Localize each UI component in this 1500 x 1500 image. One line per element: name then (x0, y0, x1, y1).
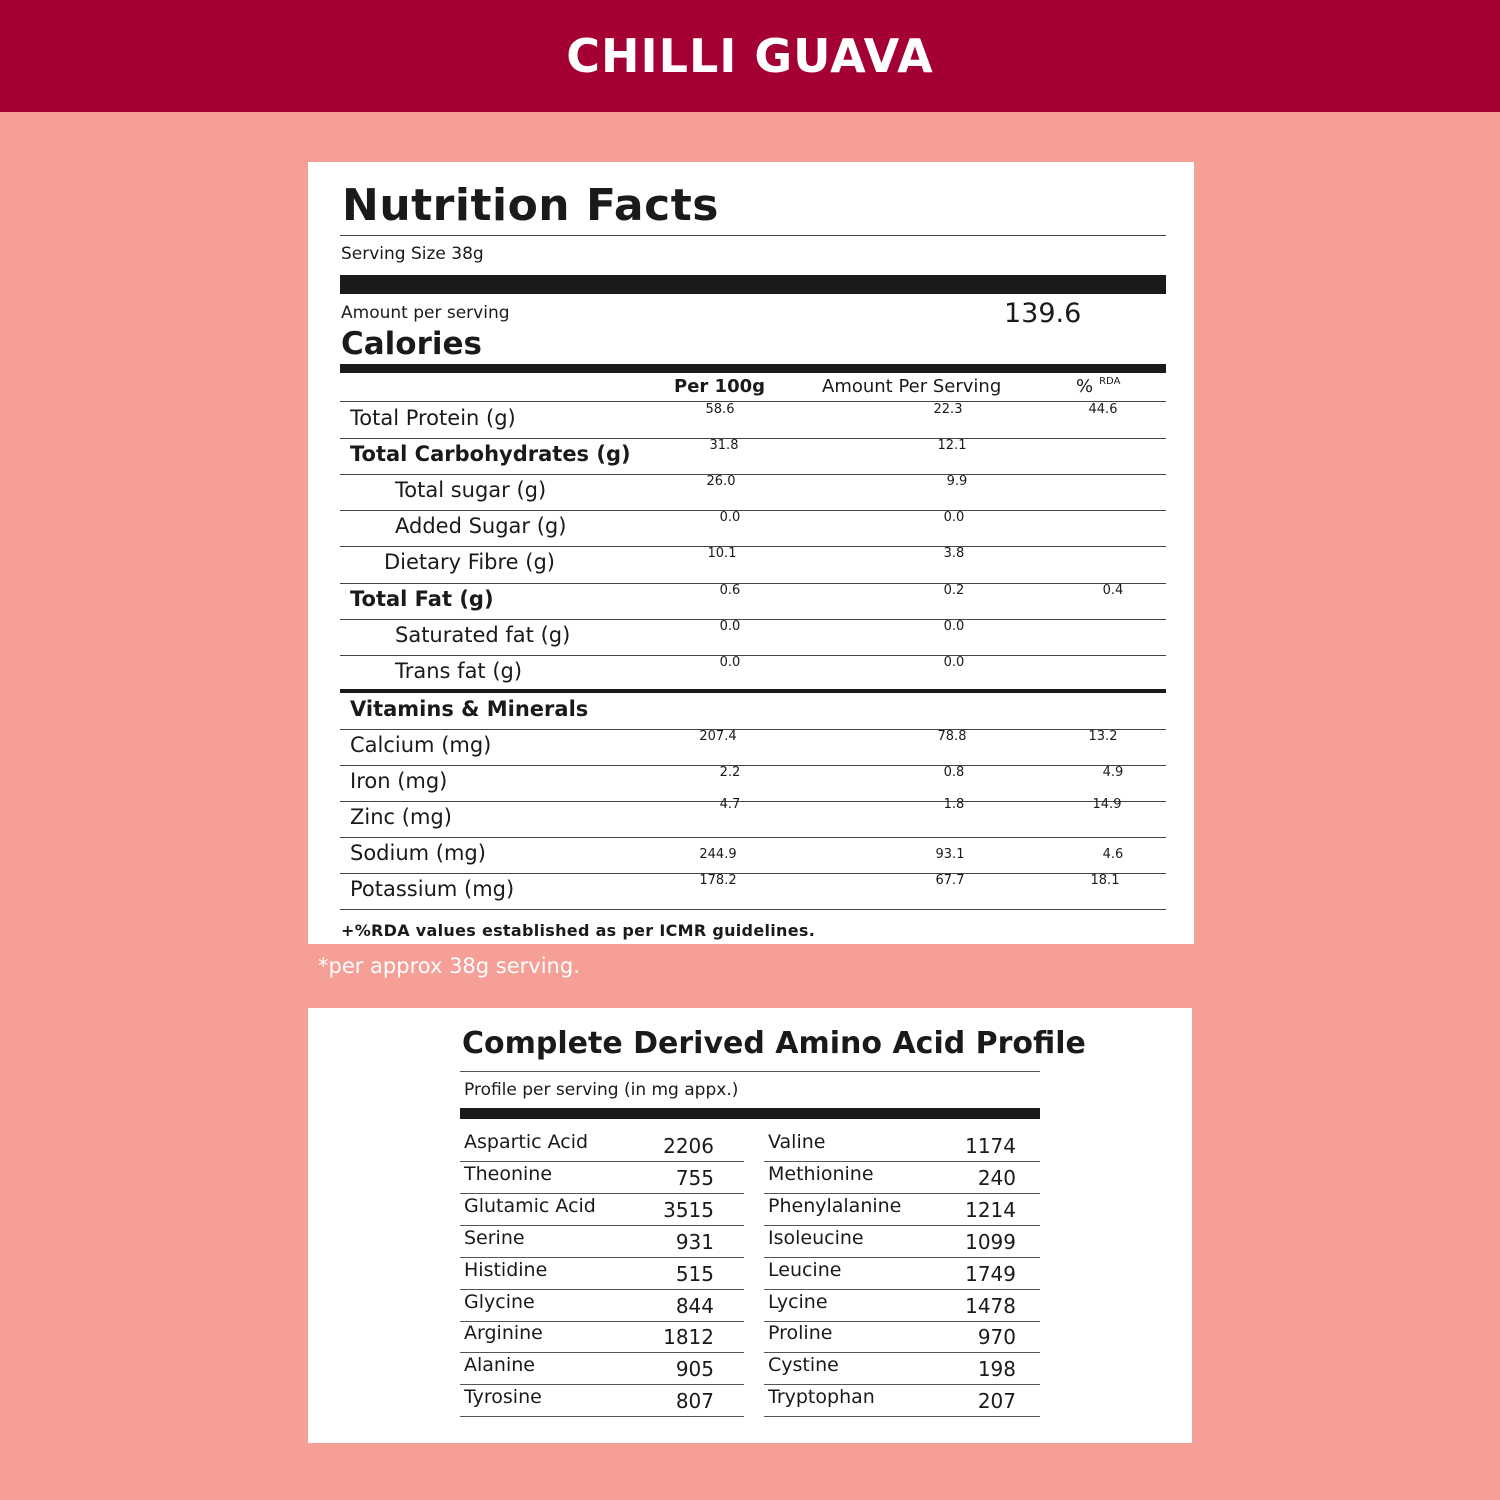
nutrient-label: Total Fat (g) (350, 586, 494, 611)
amino-name: Valine (768, 1131, 826, 1153)
amino-value: 3515 (663, 1197, 714, 1222)
amino-row (460, 1258, 1040, 1290)
amino-name: Lycine (768, 1290, 828, 1313)
nutrient-serving-value: 12.1 (937, 438, 967, 454)
amino-value: 905 (675, 1357, 714, 1382)
amino-name: Cystine (768, 1354, 839, 1377)
amino-value: 1099 (965, 1229, 1016, 1254)
amino-row (460, 1321, 1040, 1353)
rda-percent: % (1076, 376, 1094, 397)
nutrient-serving-value: 0.0 (943, 510, 965, 526)
nutrient-row (340, 655, 1166, 691)
column-header-rda (1076, 376, 1120, 397)
amino-value: 755 (675, 1165, 714, 1190)
rda-superscript: RDA (1099, 376, 1121, 387)
mineral-rda-value: 4.9 (1102, 764, 1124, 780)
mineral-serving-value: 78.8 (937, 728, 967, 744)
amino-name: Arginine (464, 1322, 543, 1345)
product-title: CHILLI GUAVA (566, 29, 934, 83)
amino-name: Tyrosine (464, 1386, 542, 1409)
nutrient-row (340, 402, 1166, 438)
amino-name: Serine (464, 1226, 525, 1249)
nutrient-label: Dietary Fibre (g) (384, 550, 555, 575)
nutrient-row (340, 619, 1166, 655)
nutrient-per100-value: 58.6 (705, 402, 735, 417)
serving-note: *per approx 38g serving. (318, 954, 580, 978)
amino-value: 1812 (663, 1325, 714, 1350)
nutrient-serving-value: 22.3 (933, 402, 963, 417)
mineral-serving-value: 0.8 (943, 764, 965, 780)
divider (460, 1416, 744, 1417)
mineral-per100-value: 207.4 (699, 728, 737, 744)
mineral-rda-value: 13.2 (1088, 728, 1118, 744)
amino-name: Proline (768, 1322, 833, 1345)
nutrient-per100-value: 31.8 (709, 438, 739, 454)
nutrient-label: Total Protein (g) (350, 406, 516, 430)
amino-subtitle: Profile per serving (in mg appx.) (464, 1080, 739, 1100)
mineral-per100-value: 4.7 (719, 797, 741, 812)
mineral-rda-value: 18.1 (1090, 873, 1120, 889)
amount-per-serving-label: Amount per serving (341, 303, 510, 323)
nutrient-per100-value: 0.6 (719, 582, 741, 598)
amino-name: Phenylalanine (768, 1194, 902, 1217)
amino-name: Isoleucine (768, 1226, 864, 1249)
amino-name: Methionine (768, 1162, 874, 1185)
amino-row (460, 1290, 1040, 1322)
header-banner (0, 0, 1500, 112)
amino-name: Leucine (768, 1258, 842, 1281)
nutrient-serving-value: 9.9 (946, 474, 968, 490)
amino-row (460, 1194, 1040, 1226)
nutrient-label: Total Carbohydrates (g) (350, 442, 631, 467)
amino-row (460, 1353, 1040, 1385)
mineral-serving-value: 1.8 (943, 797, 965, 812)
mineral-label: Potassium (mg) (350, 877, 515, 902)
nutrient-per100-value: 0.0 (719, 510, 741, 526)
amino-value: 807 (675, 1389, 714, 1414)
nutrient-per100-value: 10.1 (707, 546, 737, 562)
nutrient-label: Total sugar (g) (395, 478, 547, 503)
amino-value: 2206 (663, 1134, 714, 1158)
amino-name: Histidine (464, 1258, 548, 1281)
rda-footnote: +%RDA values established as per ICMR guidelines. (341, 921, 816, 940)
divider (764, 1416, 1040, 1417)
mineral-rda-value: 4.6 (1102, 847, 1124, 863)
column-header-per-serving: Amount Per Serving (822, 376, 1002, 397)
nutrient-label: Added Sugar (g) (395, 514, 567, 539)
amino-value: 1478 (965, 1293, 1016, 1318)
mineral-serving-value: 93.1 (935, 847, 965, 863)
amino-value: 207 (977, 1389, 1016, 1414)
nutrition-title: Nutrition Facts (342, 180, 719, 231)
amino-row (460, 1385, 1040, 1417)
mineral-row (340, 873, 1166, 909)
nutrient-serving-value: 0.2 (943, 582, 965, 598)
amino-value: 970 (977, 1325, 1016, 1350)
amino-acid-panel (308, 1008, 1192, 1443)
amino-name: Alanine (464, 1354, 535, 1377)
calories-label: Calories (341, 326, 482, 362)
mineral-row (340, 729, 1166, 765)
nutrient-row (340, 510, 1166, 546)
mineral-label: Calcium (mg) (350, 732, 492, 757)
mineral-per100-value: 2.2 (719, 764, 741, 780)
nutrient-serving-value: 3.8 (943, 546, 965, 562)
nutrient-rda-value: 44.6 (1088, 402, 1118, 417)
mineral-per100-value: 178.2 (699, 873, 737, 889)
mineral-row (340, 765, 1166, 801)
amino-value: 1214 (965, 1197, 1016, 1222)
nutrient-per100-value: 0.0 (719, 654, 741, 670)
calories-value: 139.6 (1004, 298, 1082, 329)
nutrient-label: Trans fat (g) (395, 658, 523, 683)
amino-name: Theonine (464, 1162, 553, 1185)
amino-value: 198 (977, 1357, 1016, 1382)
serving-size: Serving Size 38g (341, 244, 484, 264)
vitamins-heading: Vitamins & Minerals (350, 696, 589, 721)
nutrient-row (340, 546, 1166, 582)
nutrient-per100-value: 0.0 (719, 618, 741, 634)
mineral-label: Iron (mg) (350, 768, 448, 793)
nutrient-rda-value: 0.4 (1102, 582, 1124, 598)
amino-value: 931 (675, 1229, 714, 1254)
mineral-label: Zinc (mg) (350, 805, 452, 829)
amino-name: Aspartic Acid (464, 1131, 589, 1153)
amino-name: Glycine (464, 1290, 535, 1313)
divider-thick (340, 275, 1166, 294)
nutrient-label: Saturated fat (g) (395, 622, 571, 647)
nutrient-row (340, 438, 1166, 474)
mineral-label: Sodium (mg) (350, 841, 486, 866)
nutrient-row (340, 474, 1166, 510)
nutrient-serving-value: 0.0 (943, 618, 965, 634)
nutrition-facts-panel (308, 162, 1194, 944)
amino-value: 1749 (965, 1261, 1016, 1286)
divider (460, 1071, 1040, 1072)
mineral-per100-value: 244.9 (699, 847, 737, 863)
amino-row (460, 1162, 1040, 1194)
divider-thick (460, 1108, 1040, 1119)
amino-value: 1174 (965, 1134, 1016, 1158)
nutrient-serving-value: 0.0 (943, 654, 965, 670)
amino-value: 844 (675, 1293, 714, 1318)
vitamins-heading-row (340, 693, 1166, 729)
nutrient-row (340, 583, 1166, 619)
mineral-row (340, 797, 1166, 837)
column-header-per100g: Per 100g (674, 376, 766, 397)
divider (340, 235, 1166, 236)
divider-heavy (340, 364, 1166, 373)
amino-name: Tryptophan (768, 1386, 875, 1409)
amino-title: Complete Derived Amino Acid Profile (462, 1026, 1086, 1061)
amino-value: 515 (675, 1261, 714, 1286)
nutrient-per100-value: 26.0 (706, 474, 736, 490)
amino-name: Glutamic Acid (464, 1194, 596, 1217)
mineral-row (340, 837, 1166, 873)
amino-row (460, 1226, 1040, 1258)
amino-row (460, 1130, 1040, 1162)
mineral-serving-value: 67.7 (935, 873, 965, 889)
mineral-rda-value: 14.9 (1092, 797, 1122, 812)
amino-value: 240 (977, 1165, 1016, 1190)
divider (340, 909, 1166, 910)
